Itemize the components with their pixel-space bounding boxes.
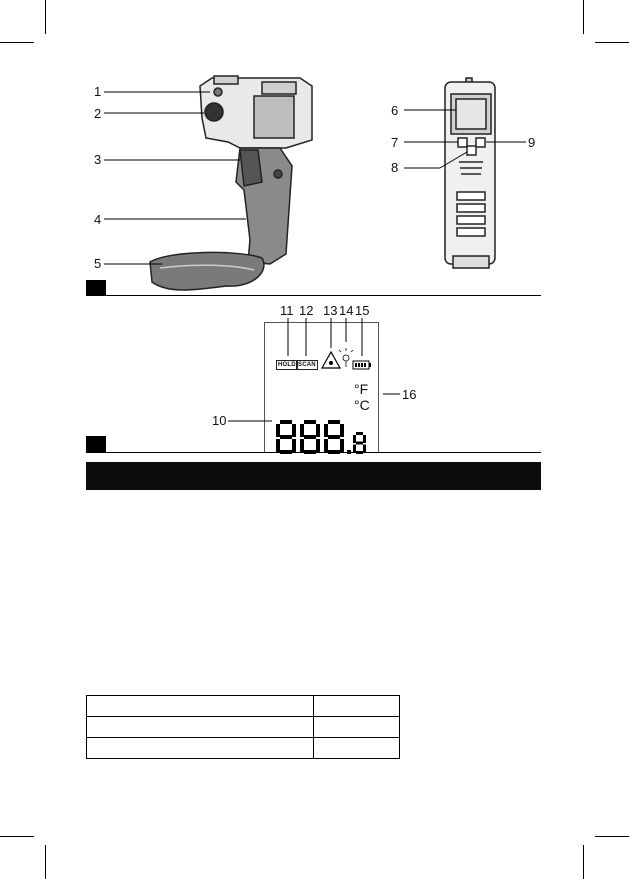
section-heading-bar xyxy=(86,462,541,490)
digit-segment xyxy=(363,435,366,443)
digit-segment xyxy=(304,420,316,424)
crop-mark xyxy=(45,845,46,879)
figure-rule xyxy=(86,452,541,453)
callout-8: 8 xyxy=(391,160,399,175)
figure-badge xyxy=(86,280,106,296)
table-row xyxy=(87,717,400,738)
digit-segment xyxy=(328,435,340,439)
unit-celsius: °C xyxy=(354,397,370,413)
digit-segment xyxy=(324,424,328,437)
callout-12: 12 xyxy=(299,303,314,318)
callout-15: 15 xyxy=(355,303,370,318)
table-cell xyxy=(314,696,400,717)
callout-14: 14 xyxy=(339,303,354,318)
digit-segment xyxy=(292,439,296,452)
digit-segment xyxy=(276,424,280,437)
callout-5: 5 xyxy=(94,256,102,271)
table-row xyxy=(87,738,400,759)
crop-mark xyxy=(583,845,584,879)
digit-segment xyxy=(316,439,320,452)
crop-mark xyxy=(595,836,629,837)
unit-fahrenheit: °F xyxy=(354,381,369,397)
table-cell xyxy=(87,696,314,717)
callout-4: 4 xyxy=(94,212,102,227)
battery-icon xyxy=(353,361,371,369)
callout-7: 7 xyxy=(391,135,399,150)
callout-1: 1 xyxy=(94,84,102,99)
table-row xyxy=(87,696,400,717)
callout-10: 10 xyxy=(212,413,227,428)
thermometer-side-view xyxy=(150,76,312,290)
crop-mark xyxy=(0,836,34,837)
scan-indicator: SCAN xyxy=(298,362,316,368)
backlight-icon xyxy=(339,348,353,367)
digit-segment xyxy=(292,424,296,437)
callout-11: 11 xyxy=(280,303,294,318)
digit-segment xyxy=(304,435,316,439)
thermometer-illustration xyxy=(0,0,629,300)
digit-segment xyxy=(356,442,363,445)
digit-segment xyxy=(276,439,280,452)
digit-segment xyxy=(356,432,363,435)
digit-segment xyxy=(340,439,344,452)
table-cell xyxy=(87,738,314,759)
callout-9: 9 xyxy=(528,135,536,150)
table-cell xyxy=(314,738,400,759)
figure-rule xyxy=(86,295,541,296)
digit-segment xyxy=(300,424,304,437)
figure-badge xyxy=(86,436,106,452)
laser-warning-icon xyxy=(322,352,340,368)
digit-segment xyxy=(340,424,344,437)
callout-13: 13 xyxy=(323,303,338,318)
digit-segment xyxy=(280,435,292,439)
callout-3: 3 xyxy=(94,152,102,167)
spec-table xyxy=(86,695,400,759)
digit-segment xyxy=(316,424,320,437)
table-cell xyxy=(87,717,314,738)
thermometer-front-view xyxy=(445,78,495,268)
table-cell xyxy=(314,717,400,738)
hold-indicator: HOLD xyxy=(278,362,296,368)
digit-segment xyxy=(300,439,304,452)
digit-segment xyxy=(324,439,328,452)
callout-16: 16 xyxy=(402,387,417,402)
callout-6: 6 xyxy=(391,103,399,118)
digit-segment xyxy=(353,435,356,443)
digit-segment xyxy=(328,420,340,424)
callout-2: 2 xyxy=(94,106,102,121)
digit-segment xyxy=(280,420,292,424)
